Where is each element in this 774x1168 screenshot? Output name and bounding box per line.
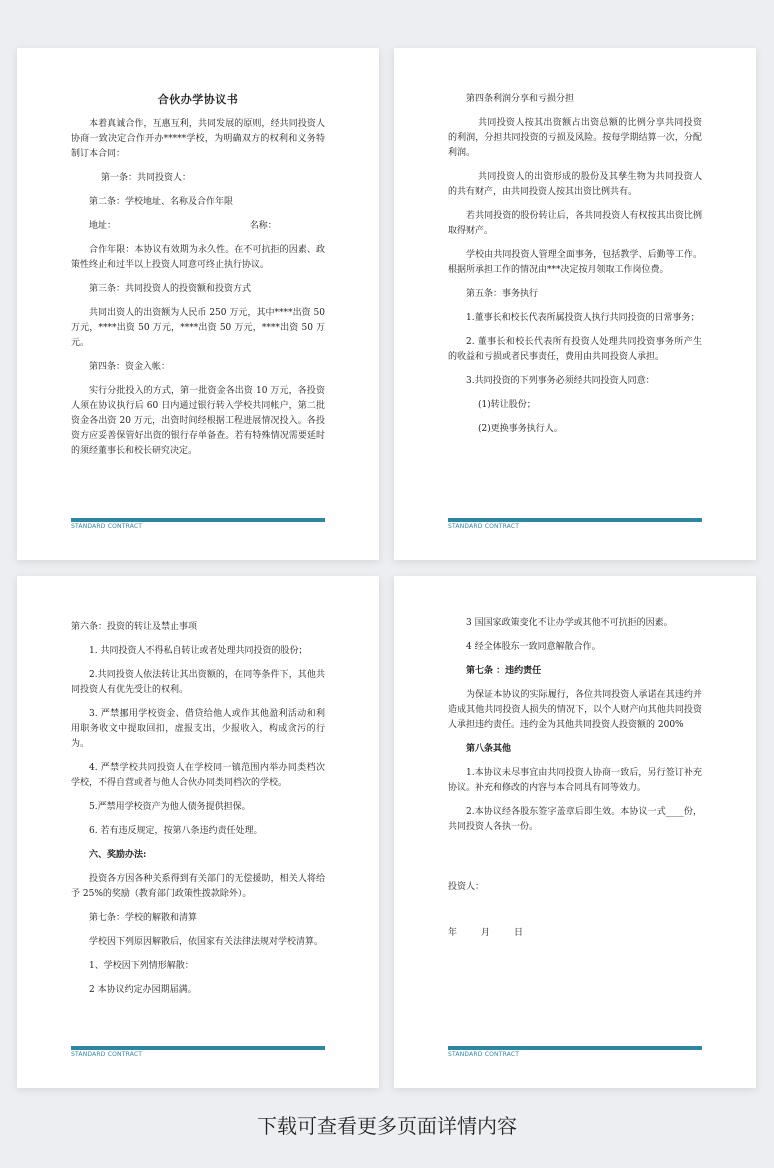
other-item-2: 2.本协议经各股东签字盖章后即生效。本协议一式____份，共同投资人各执一份。	[448, 807, 702, 832]
prohibition-item-6: 6. 若有违反规定，按第八条违约责任处理。	[89, 826, 263, 836]
funding-paragraph: 实行分批投入的方式，第一批资金各出资 10 万元，各投资人须在协议执行后 60 日内通过银行转入学校共同帐户，第二批资金各出资 20 万元，出资时间经根据工程进展情况投入。各投资方应妥善保管好出资的银行存单备查。若有特殊情况需要延时的须经董事长和校长研究决定。	[71, 386, 325, 456]
article-5-heading: 第五条：事务执行	[466, 289, 539, 299]
execution-sub-2: (2)更换事务执行人。	[478, 424, 563, 434]
breach-heading: 第七条 ：违约责任	[466, 666, 542, 676]
prohibition-item-5: 5.严禁用学校资产为他人债务提供担保。	[89, 802, 251, 812]
document-page-4	[394, 576, 756, 1088]
name-label: 名称：	[249, 221, 277, 231]
address-label: 地址：	[89, 221, 117, 231]
article-6-heading: 第六条：投资的转让及禁止事项	[71, 622, 198, 632]
footer-label: STANDARD CONTRACT	[448, 523, 520, 530]
article-2-heading: 第二条：学校地址、名称及合作年限	[89, 197, 234, 207]
address-name-line	[71, 219, 325, 234]
intro-paragraph: 本着真诚合作，互惠互利，共同发展的原则，经共同投资人协商一致决定合作开办*****学校，为明确双方的权利和义务特制订本合同：	[71, 119, 325, 159]
profit-sharing-heading: 第四条利润分享和亏损分担	[466, 94, 575, 104]
article-3-heading: 第三条：共同投资人的投资额和投资方式	[89, 284, 252, 294]
execution-item-3: 3.共同投资的下列事务必须经共同投资人同意：	[466, 376, 655, 386]
profit-paragraph: 共同投资人按其出资额占出资总额的比例分享共同投资的利润，分担共同投资的亏损及风险。按每学期结算一次，分配利润。	[448, 118, 702, 158]
footer-bar	[71, 1046, 325, 1050]
footer-bar	[448, 518, 702, 522]
execution-sub-1: (1)转让股份；	[478, 400, 536, 410]
rewards-paragraph: 投资各方因各种关系得到有关部门的无偿援助，相关人将给予 25%的奖励（教育部门政策性拨款除外）。	[71, 874, 325, 899]
article-7-heading: 第七条：学校的解散和清算	[89, 913, 198, 923]
dissolution-item-4: 4 经全体股东一致同意解散合作。	[466, 642, 601, 652]
article-1-heading: 第一条：共同投资人：	[101, 173, 192, 183]
dissolution-item-1: 1、学校因下列情形解散：	[89, 961, 194, 971]
document-page-1	[17, 48, 379, 560]
transfer-paragraph: 若共同投资的股份转让后，各共同投资人有权按其出资比例取得财产。	[448, 211, 702, 236]
article-4-heading: 第四条：资金入帐：	[89, 362, 171, 372]
prohibition-item-4: 4. 严禁学校共同投资人在学校同一镇范围内举办同类档次学校，不得自营或者与他人合伙办同类同档次的学校。	[71, 763, 325, 788]
dissolution-paragraph: 学校因下列原因解散后，依国家有关法律法规对学校清算。	[89, 937, 324, 947]
footer-label: STANDARD CONTRACT	[71, 523, 143, 530]
document-page-2	[394, 48, 756, 560]
article-8-heading: 第八条其他	[466, 744, 512, 754]
prohibition-item-2: 2.共同投资人依法转让其出资额的，在同等条件下，其他共同投资人有优先受让的权利。	[71, 670, 325, 695]
date-line: 年 月 日	[448, 928, 526, 938]
execution-item-2: 2. 董事长和校长代表所有投资人处理共同投资事务所产生的收益和亏损或者民事责任，费用由共同投资人承担。	[448, 337, 702, 362]
rewards-heading: 六、奖励办法:	[89, 850, 147, 860]
footer-label: STANDARD CONTRACT	[448, 1051, 520, 1058]
download-caption: 下载可查看更多页面详情内容	[257, 1114, 517, 1138]
term-paragraph: 合作年限：本协议有效期为永久性。在不可抗拒的因素、政策性终止和过半以上投资人同意可终止执行协议。	[71, 245, 325, 270]
management-paragraph: 学校由共同投资人管理全面事务，包括教学、后勤等工作。根据所承担工作的情况由***决定按月领取工作岗位费。	[448, 250, 702, 275]
breach-paragraph: 为保证本协议的实际履行，各位共同投资人承诺在其违约并造成其他共同投资人损失的情况下，以个人财产向其他共同投资人承担违约责任。违约金为其他共同投资人投资额的 200%	[448, 690, 702, 730]
prohibition-item-1: 1. 共同投资人不得私自转让或者处理共同投资的股份；	[89, 646, 308, 656]
other-item-1: 1.本协议未尽事宜由共同投资人协商一致后，另行签订补充协议。补充和修改的内容与本合同具有同等效力。	[448, 768, 702, 793]
execution-item-1: 1.董事长和校长代表所属投资人执行共同投资的日常事务；	[466, 313, 700, 323]
document-page-3	[17, 576, 379, 1088]
investment-paragraph: 共同出资人的出资额为人民币 250 万元，其中****出资 50 万元，****出资 50 万元，****出资 50 万元，****出资 50 万元。	[71, 308, 325, 348]
signer-label: 投资人：	[448, 882, 485, 892]
footer-bar	[71, 518, 325, 522]
document-title: 合伙办学协议书	[157, 93, 239, 106]
footer-bar	[448, 1046, 702, 1050]
dissolution-item-2: 2 本协议约定办园期届满。	[89, 985, 197, 995]
prohibition-item-3: 3. 严禁挪用学校资金、借贷给他人或作其他盈利活动和利用职务收文中提取回扣，虚报支出，少报收入，构成贪污的行为。	[71, 709, 325, 749]
dissolution-item-3: 3 国国家政策变化不让办学或其他不可抗拒的因素。	[466, 618, 673, 628]
shares-paragraph: 共同投资人的出资形成的股份及其孳生物为共同投资人的共有财产，由共同投资人按其出资比例共有。	[448, 172, 702, 197]
footer-label: STANDARD CONTRACT	[71, 1051, 143, 1058]
